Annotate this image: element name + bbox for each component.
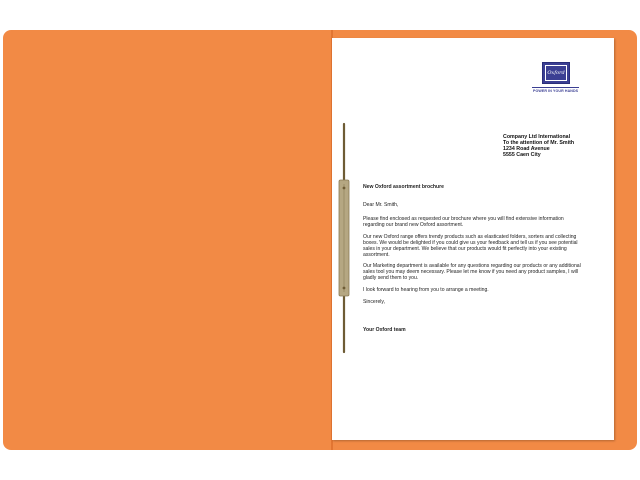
letter-closing: Sincerely, [363, 298, 385, 305]
letter-paragraph: Please find enclosed as requested our brochure where you will find extensive information regarding our brand new Oxford assortment. [363, 216, 564, 228]
letter-paragraph: Our Marketing department is available for any questions regarding our products or any additional sales tool you may deem necessary. Please let me know if you need any product samples, I will gladly send them to you. [363, 263, 581, 281]
letter-body [363, 184, 585, 333]
folder-left-flap [3, 30, 335, 450]
oxford-logo [542, 62, 570, 84]
address-line: 5555 Caen City [503, 152, 541, 159]
letter-subject: New Oxford assortment brochure [363, 184, 444, 190]
metal-fastener [338, 122, 350, 354]
letter-paragraph: Our new Oxford range offers trendy products such as elasticated folders, sorters and collecting boxes. We would be delighted if you could give us your feedback and tell us if you see potential sales in your department. We believe that our products would fit perfectly into your existing assortment. [363, 233, 578, 258]
letter-greeting: Dear Mr. Smith, [363, 202, 399, 208]
logo-divider [532, 87, 579, 88]
letter-sheet [332, 38, 614, 440]
fastener-rivet-top [343, 187, 346, 190]
address-line: 1234 Road Avenue [503, 146, 550, 153]
address-line: Company Ltd International [503, 134, 571, 140]
oxford-logo-text: Oxford [545, 65, 567, 81]
letter-signature: Your Oxford team [363, 326, 406, 333]
address-line: To the attention of Mr. Smith [503, 140, 575, 147]
brand-tagline: POWER IN YOUR HANDS [533, 89, 579, 93]
letter-paragraph: I look forward to hearing from you to arrange a meeting. [363, 286, 489, 293]
fastener-rivet-bottom [343, 287, 346, 290]
recipient-address [503, 134, 574, 158]
